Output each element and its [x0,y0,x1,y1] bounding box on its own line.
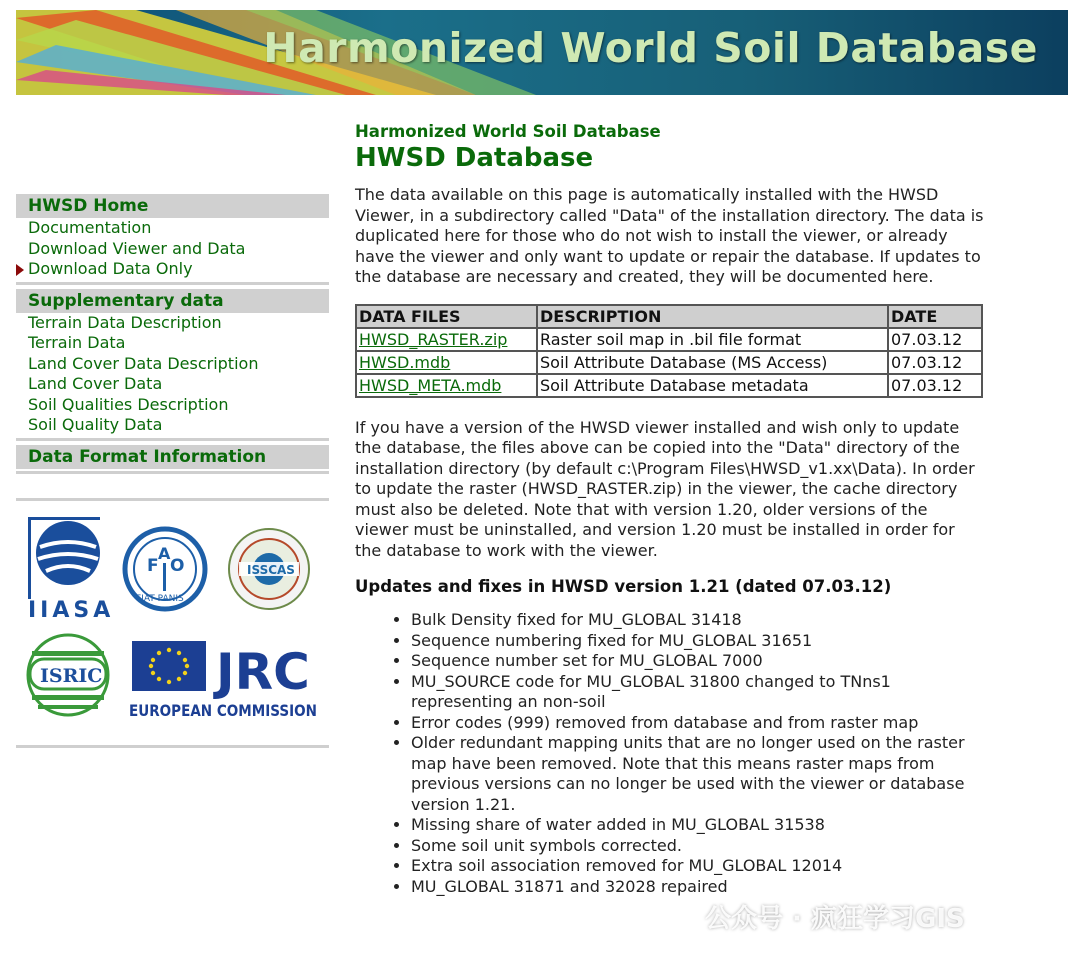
page-title: HWSD Database [355,143,594,173]
list-item: • MU_SOURCE code for MU_GLOBAL 31800 changed to TNns1 representing an non-soil [411,672,985,713]
jrc-logo-text: JRC [216,643,310,701]
watermark: 公众号 · 疯狂学习GIS [705,904,965,934]
column-header-date: DATE [888,305,982,328]
site-subtitle: Harmonized World Soil Database [355,122,661,141]
file-description: Soil Attribute Database (MS Access) [537,351,888,374]
download-link-hwsd-mdb[interactable]: HWSD.mdb [359,352,451,372]
list-item: • MU_GLOBAL 31871 and 32028 repaired [411,877,985,898]
sidebar-item-download-data-only[interactable]: Download Data Only [16,259,329,280]
sidebar-nav [16,194,329,478]
intro-paragraph: The data available on this page is automatically installed with the HWSD Viewer, in a subdirectory called "Data" of the installation directory. The data is duplicated here for those who do not wish to install the viewer, or already have the viewer and only want to update or repair the database. If updates to the database are necessary and created, they will be documented here. [355,185,984,286]
sidebar-divider [16,438,329,441]
update-instructions-paragraph: If you have a version of the HWSD viewer installed and wish only to update the database, the files above can be copied into the "Data" directory of the installation directory (by default c:\Program Files\HWSD_v1.xx\Data). In order to update the raster (HWSD_RASTER.zip) in the viewer, the cache directory must also be deleted. Note that with version 1.20, older versions of the viewer must be uninstalled, and version 1.20 must be installed in order for the database to work with the viewer. [355,417,975,560]
site-banner [16,10,1068,95]
sidebar-divider [16,471,329,474]
file-description: Soil Attribute Database metadata [537,374,888,397]
download-link-hwsd-raster[interactable]: HWSD_RASTER.zip [359,329,508,349]
fixes-list [355,610,985,897]
list-item: • Sequence number set for MU_GLOBAL 7000 [411,651,985,672]
table-row [356,328,982,351]
table-header-row [356,305,982,328]
svg-text:A: A [158,544,171,563]
list-item: • Some soil unit symbols corrected. [411,836,985,857]
sidebar-heading-data-format-information[interactable]: Data Format Information [16,445,329,469]
partner-logos [16,498,329,748]
iiasa-logo[interactable] [28,517,114,623]
table-row [356,351,982,374]
sidebar-divider [16,282,329,285]
sidebar-heading-supplementary-data[interactable]: Supplementary data [16,289,329,313]
isscas-logo[interactable] [229,529,309,609]
sidebar-item-land-cover-data-description[interactable]: Land Cover Data Description [28,353,259,373]
sidebar-item-terrain-data-description[interactable]: Terrain Data Description [28,312,222,332]
banner-title: Harmonized World Soil Database [263,24,1038,72]
sidebar-item-land-cover-data[interactable]: Land Cover Data [28,374,163,393]
sidebar-heading-hwsd-home[interactable]: HWSD Home [16,194,329,218]
list-item: • Bulk Density fixed for MU_GLOBAL 31418 [411,610,985,631]
sidebar-item-download-viewer-and-data[interactable]: Download Viewer and Data [28,238,246,258]
updates-heading: Updates and fixes in HWSD version 1.21 (dated 07.03.12) [355,577,892,596]
table-row [356,374,982,397]
fao-logo[interactable] [125,529,205,609]
sidebar-item-terrain-data[interactable]: Terrain Data [28,333,126,352]
file-date: 07.03.12 [888,351,982,374]
sidebar-item-documentation[interactable]: Documentation [28,218,152,237]
isscas-logo-text: ISSCAS [247,563,295,577]
list-item: • Extra soil association removed for MU_GLOBAL 12014 [411,856,985,877]
list-item: • Error codes (999) removed from database and from raster map [411,713,985,734]
iiasa-logo-text: IIASA [28,598,115,623]
data-files-table [355,304,983,398]
jrc-european-commission-logo[interactable] [129,641,317,720]
column-header-description: DESCRIPTION [537,305,888,328]
list-item: • Sequence numbering fixed for MU_GLOBAL 31651 [411,631,985,652]
file-description: Raster soil map in .bil file format [537,328,888,351]
main-content [355,122,985,897]
sidebar-item-soil-qualities-description[interactable]: Soil Qualities Description [28,394,229,414]
list-item: • Older redundant mapping units that are no longer used on the raster map have been removed. Note that this means raster maps from previous versions can no longer be used with the viewer or database version 1.21. [411,733,985,815]
sidebar-item-soil-quality-data[interactable]: Soil Quality Data [28,415,163,434]
file-date: 07.03.12 [888,374,982,397]
column-header-data-files: DATA FILES [356,305,537,328]
isric-logo-text: ISRIC [40,665,103,687]
list-item: • Missing share of water added in MU_GLOBAL 31538 [411,815,985,836]
file-date: 07.03.12 [888,328,982,351]
download-link-hwsd-meta[interactable]: HWSD_META.mdb [359,375,502,395]
svg-text:F: F [147,556,159,576]
fao-logo-motto: FIAT PANIS [136,594,184,604]
svg-text:O: O [170,556,185,576]
european-commission-text: EUROPEAN COMMISSION [129,701,317,720]
isric-logo[interactable] [28,635,108,715]
